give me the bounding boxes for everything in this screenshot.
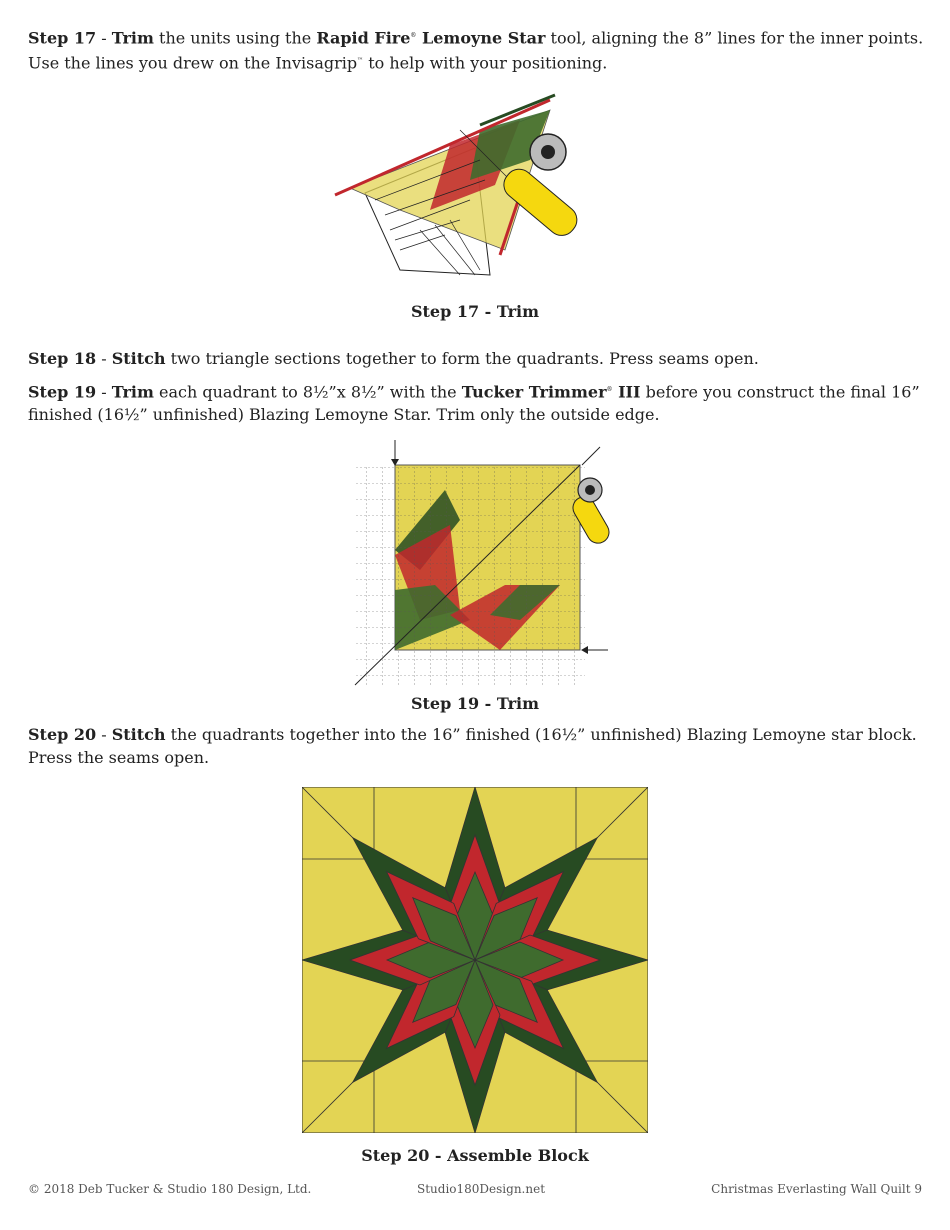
step19-trim-figure [350, 435, 630, 690]
registered-mark: ® [410, 32, 417, 39]
step19-paragraph [28, 378, 924, 426]
step20-text: the quadrants together into the 16” finished (16½” unfinished) Blazing Lemoyne star block. Press the seams open. [28, 725, 917, 767]
step19-tool-name: Tucker Trimmer [461, 382, 607, 402]
step17-text-1: the units using the [153, 28, 317, 48]
step20-caption: Step 20 - Assemble Block [361, 1146, 589, 1165]
step18-label: Step 18 [28, 349, 97, 368]
step20-sep: - [96, 725, 112, 744]
step18-action: Stitch [111, 349, 166, 368]
step17-tool-name: Rapid Fire [316, 28, 411, 48]
step17-trim-figure [330, 90, 620, 300]
step18-text: two triangle sections together to form the quadrants. Press seams open. [165, 349, 759, 368]
lemoyne-star-block [302, 787, 648, 1133]
step18-paragraph [28, 347, 924, 370]
step20-label: Step 20 [28, 725, 97, 744]
step17-text-3: to help with your positioning. [363, 53, 608, 73]
step17-paragraph [28, 24, 924, 75]
registered-mark: ® [606, 386, 613, 393]
step19-text-2: before you construct the final 16” finished (16½” unfinished) Blazing Lemoyne Star. Trim only the outside edge. [28, 382, 920, 425]
step17-sep: - [96, 28, 112, 48]
step20-paragraph [28, 723, 924, 769]
step17-tool-name-2: Lemoyne Star [416, 28, 546, 48]
step17-action: Trim [111, 28, 154, 48]
cutter-hub [541, 145, 555, 159]
footer-page-label: Christmas Everlasting Wall Quilt 9 [711, 1182, 922, 1196]
step19-label: Step 19 [28, 382, 97, 402]
step17-text-2: tool, aligning the 8” lines for the inner points. Use the lines you drew on the Invisagrip [28, 28, 924, 73]
footer-copyright: © 2018 Deb Tucker & Studio 180 Design, Ltd. [28, 1182, 312, 1196]
arrow-corner [582, 447, 600, 465]
cutter-hub [585, 485, 595, 495]
step19-text-1: each quadrant to 8½”x 8½” with the [153, 382, 462, 402]
step19-caption: Step 19 - Trim [410, 694, 540, 713]
step19-tool-name-2: III [612, 382, 641, 402]
step19-action: Trim [111, 382, 154, 402]
step17-label: Step 17 [28, 28, 97, 48]
footer-website[interactable]: Studio180Design.net [417, 1182, 546, 1196]
trademark-mark: ™ [357, 57, 364, 65]
step17-caption: Step 17 - Trim [410, 302, 540, 321]
step18-sep: - [96, 349, 112, 368]
step19-sep: - [96, 382, 112, 402]
step20-action: Stitch [111, 725, 166, 744]
